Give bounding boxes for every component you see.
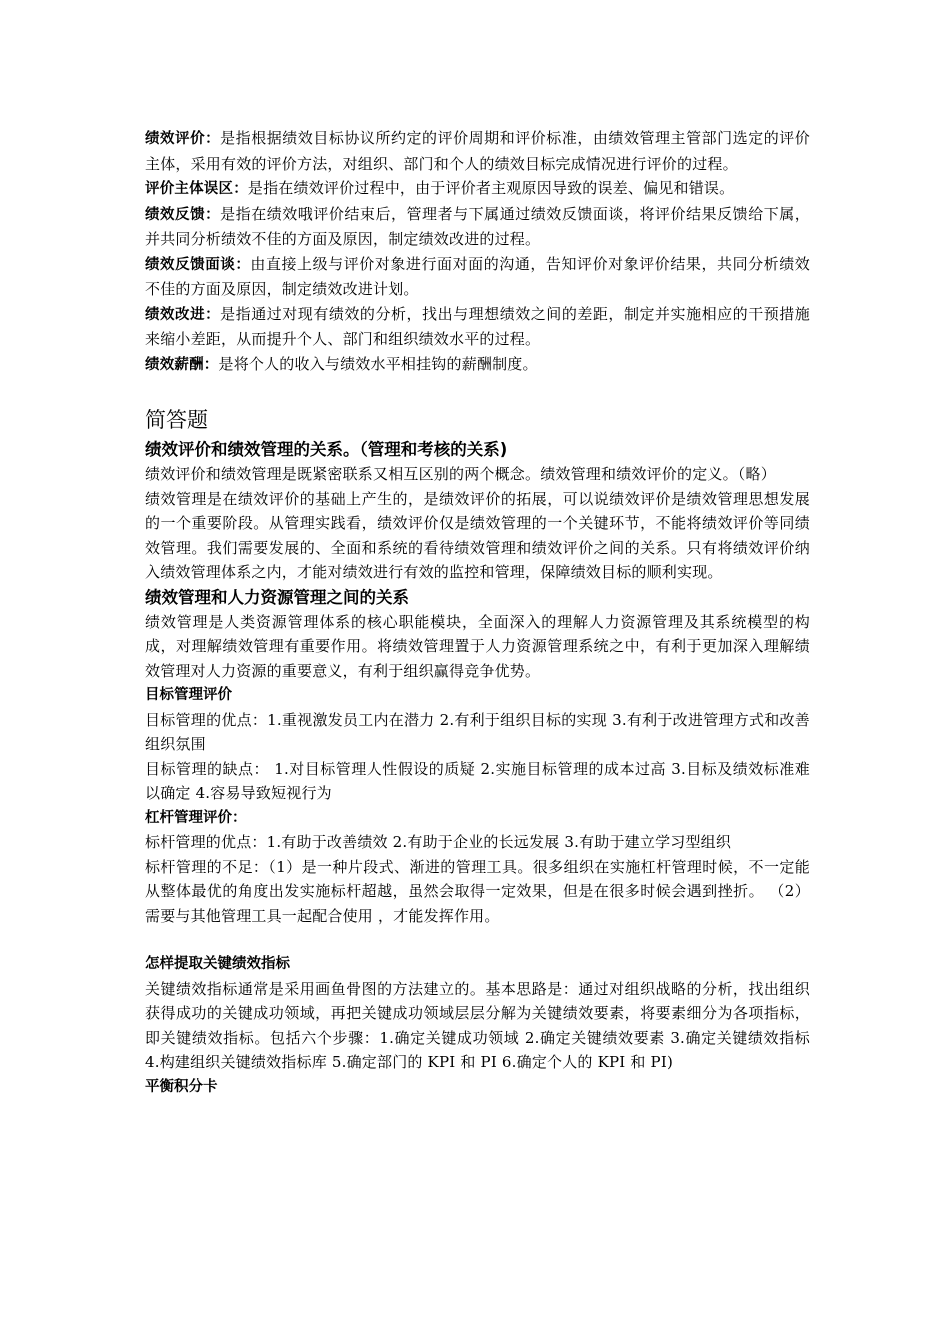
definition-performance-feedback <box>145 202 810 252</box>
answer-paragraph: 绩效管理是在绩效评价的基础上产生的，是绩效评价的拓展，可以说绩效评价是绩效管理思想发展的一个重要阶段。从管理实践看，绩效评价仅是绩效管理的一个关键环节，不能将绩效评价等同绩效管理。我们需要发展的、全面和系统的看待绩效管理和绩效评价之间的关系。只有将绩效评价纳入绩效管理体系之内，才能对绩效进行有效的监控和管理，保障绩效目标的顺利实现。 <box>145 489 810 581</box>
definition-text: 是指在绩效评价过程中，由于评价者主观原因导致的误差、偏见和错误。 <box>247 179 735 197</box>
question-title-kpi-extraction: 怎样提取关键绩效指标 <box>145 956 290 972</box>
definition-performance-pay <box>145 352 810 378</box>
definition-feedback-interview <box>145 252 810 302</box>
answer-paragraph: 关键绩效指标通常是采用画鱼骨图的方法建立的。基本思路是：通过对组织战略的分析，找出组织获得成功的关键成功领域，再把关键成功领域层层分解为关键绩效要素，将要素细分为各项指标，即关键绩效指标。包括六个步骤：1.确定关键成功领域 2.确定关键绩效要素 3.确定关键绩效指标 4.构建组织关键绩效指标库 5.确定部门的 KPI 和 PI 6.确定个人的 KPI 和 PI) <box>145 979 810 1071</box>
answer-paragraph: 绩效管理是人类资源管理体系的核心职能模块，全面深入的理解人力资源管理及其系统模型的构成，对理解绩效管理有重要作用。将绩效管理置于人力资源管理系统之中，有利于更加深入理解绩效管理对人力资源的重要意义，有利于组织赢得竞争优势。 <box>145 612 810 680</box>
question-title-evaluation-vs-management: 绩效评价和绩效管理的关系。（管理和考核的关系) <box>145 440 508 459</box>
term-label: 绩效薪酬： <box>145 356 219 373</box>
answer-paragraph: 标杆管理的优点：1.有助于改善绩效 2.有助于企业的长远发展 3.有助于建立学习型组织 <box>145 833 732 851</box>
section-title-short-answer: 简答题 <box>145 408 208 432</box>
blank-line <box>145 928 810 952</box>
answer-paragraph: 绩效评价和绩效管理是既紧密联系又相互区别的两个概念。绩效管理和绩效评价的定义。（略） <box>145 465 776 483</box>
term-label: 评价主体误区： <box>145 181 248 197</box>
term-label: 绩效改进： <box>145 306 221 323</box>
question-title-balanced-scorecard: 平衡积分卡 <box>145 1078 218 1095</box>
answer-paragraph: 目标管理的缺点： 1.对目标管理人性假设的质疑 2.实施目标管理的成本过高 3.目标及绩效标准难以确定 4.容易导致短视行为 <box>145 759 810 802</box>
definition-text: 是指通过对现有绩效的分析，找出与理想绩效之间的差距，制定并实施相应的干预措施来缩小差距，从而提升个人、部门和组织绩效水平的过程。 <box>145 304 810 348</box>
question-title-performance-hr: 绩效管理和人力资源管理之间的关系 <box>145 587 409 607</box>
definition-evaluator-error <box>145 176 810 202</box>
answer-paragraph: 标杆管理的不足：（1）是一种片段式、渐进的管理工具。很多组织在实施杠杆管理时候，不一定能从整体最优的角度出发实施标杆超越，虽然会取得一定效果，但是在很多时候会遇到挫折。 （2）需要与其他管理工具一起配合使用 ，才能发挥作用。 <box>145 857 810 925</box>
definition-text: 由直接上级与评价对象进行面对面的沟通，告知评价对象评价结果，共同分析绩效不佳的方面及原因，制定绩效改进计划。 <box>145 254 810 298</box>
term-label: 绩效反馈面谈： <box>145 256 251 273</box>
definition-text: 是将个人的收入与绩效水平相挂钩的薪酬制度。 <box>218 354 538 373</box>
definition-text: 是指在绩效哦评价结束后，管理者与下属通过绩效反馈面谈，将评价结果反馈给下属，并共同分析绩效不佳的方面及原因，制定绩效改进的过程。 <box>145 204 810 248</box>
definition-performance-evaluation <box>145 126 810 176</box>
document-page <box>145 126 810 1099</box>
question-title-benchmarking-evaluation: 杠杆管理评价： <box>145 809 247 826</box>
definition-performance-improvement <box>145 302 810 352</box>
question-title-mbo-evaluation: 目标管理评价 <box>145 687 232 703</box>
answer-paragraph: 目标管理的优点：1.重视激发员工内在潜力 2.有利于组织目标的实现 3.有利于改进管理方式和改善组织氛围 <box>145 710 810 753</box>
term-label: 绩效评价： <box>145 131 221 147</box>
definition-text: 是指根据绩效目标协议所约定的评价周期和评价标准，由绩效管理主管部门选定的评价主体，采用有效的评价方法，对组织、部门和个人的绩效目标完成情况进行评价的过程。 <box>145 129 810 173</box>
term-label: 绩效反馈： <box>145 206 221 223</box>
